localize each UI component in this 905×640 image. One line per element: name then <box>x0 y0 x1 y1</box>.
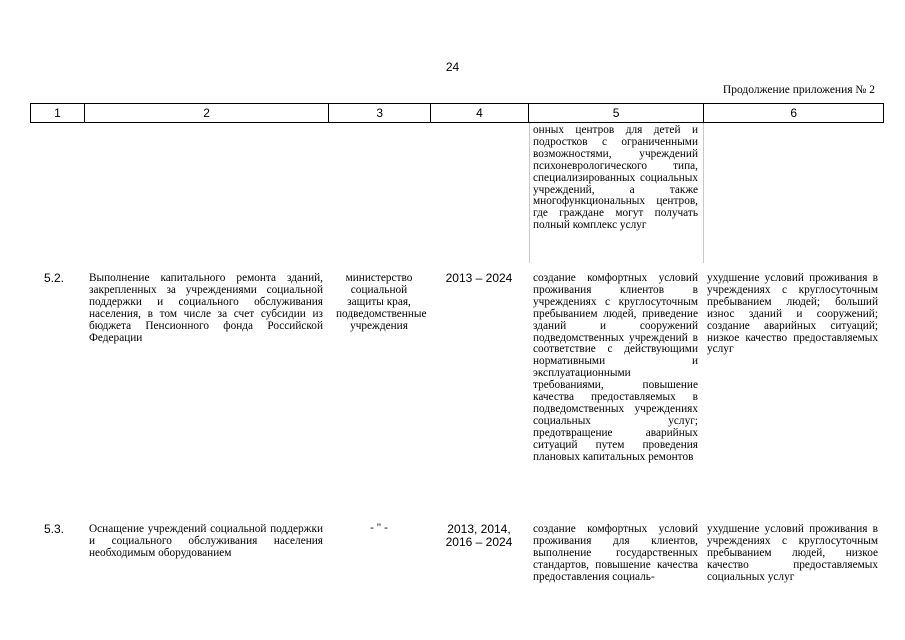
row-period: 2013, 2014, 2016 – 2024 <box>445 522 513 549</box>
row-period: 2013 – 2024 <box>445 271 513 285</box>
column-header-3: 3 <box>328 104 430 122</box>
row-expected-result: создание комфортных условий проживания для клиентов, выполнение государственных стандартов, повышение качества предоставления социаль- <box>533 523 698 583</box>
row-measure-name: Оснащение учреждений социальной поддержки и социального обслуживания населения необходимым оборудованием <box>89 523 323 559</box>
column-header-5: 5 <box>528 104 704 122</box>
column-header-1: 1 <box>54 106 61 120</box>
row-consequences: ухудшение условий проживания в учреждениях с круглосуточным пребыванием людей, низкое качество предоставляемых социальных услуг <box>707 523 878 583</box>
column-divider <box>703 123 704 263</box>
continuation-text: онных центров для детей и подростков с ограниченными возможностями, учреждений психоневрологического типа, специализированных социальных учреждений, а также многофункциональных центров, где граждане могут получать полный комплекс услуг <box>533 124 698 232</box>
row-measure-name: Выполнение капитального ремонта зданий, закрепленных за учреждениями социальной поддержки и социального обслуживания населения, в том числе за счет субсидии из бюджета Пенсионного фонда Российской Федерации <box>89 272 323 344</box>
page-number: 24 <box>445 60 460 74</box>
row-expected-result: создание комфортных условий проживания клиентов в учреждениях с круглосуточным пребыванием людей, приведение зданий и сооружений подведомственных учреждений в соответствие с действующими нормативными и эксплуатационными требованиями, повышение качества предоставляемых в подведомственных учреждениях социальных услуг; предотвращение аварийных ситуаций путем проведения плановых капитальных ремонтов <box>533 272 698 463</box>
table-header <box>30 103 884 123</box>
column-header-4: 4 <box>430 104 528 122</box>
column-header-2: 2 <box>84 104 328 122</box>
row-number: 5.3. <box>44 522 65 536</box>
row-executor: - " - <box>370 522 388 534</box>
row-executor: министерство социальной защиты края, подведомственные учреждения <box>336 272 427 332</box>
appendix-note: Продолжение приложения № 2 <box>722 84 875 96</box>
row-number: 5.2. <box>44 271 65 285</box>
column-divider <box>529 123 530 263</box>
row-consequences: ухудшение условий проживания в учреждениях с круглосуточным пребыванием людей; больший износ зданий и сооружений; создание аварийных ситуаций; низкое качество предоставляемых услуг <box>707 272 878 356</box>
column-header-6: 6 <box>703 104 883 122</box>
